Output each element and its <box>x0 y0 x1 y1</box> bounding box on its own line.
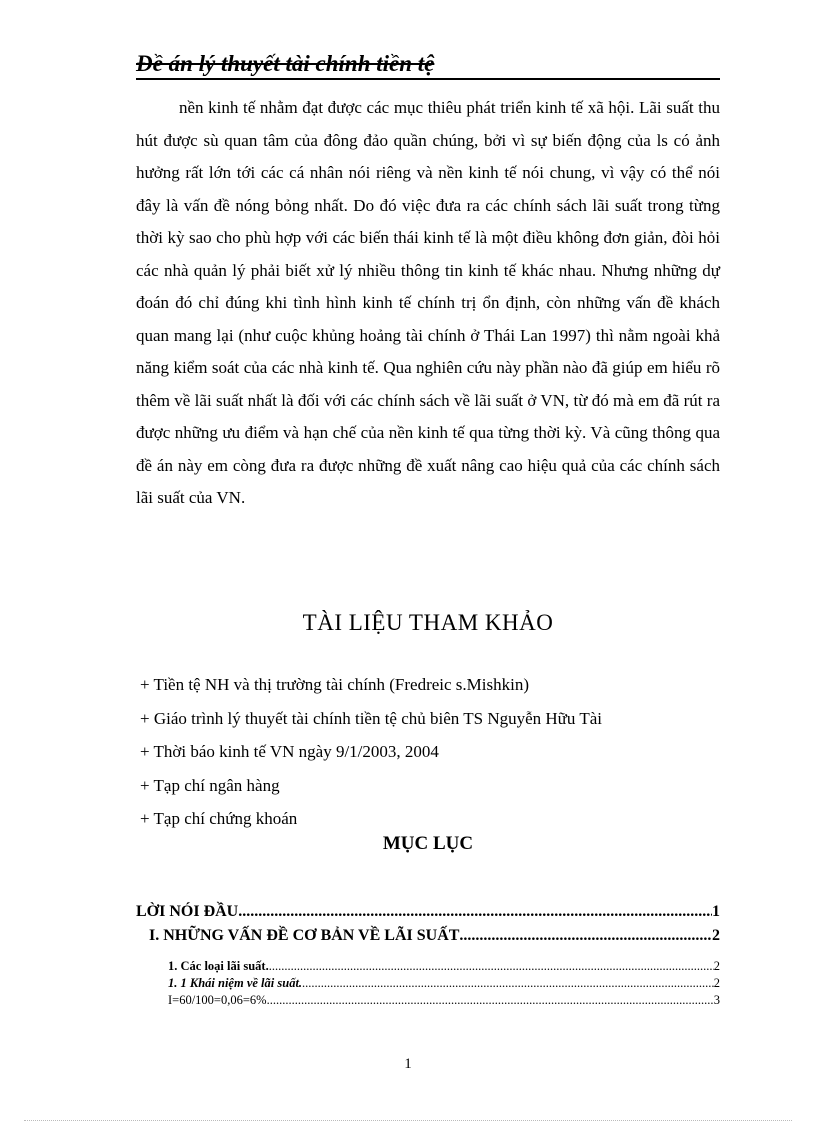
reference-item: + Thời báo kinh tế VN ngày 9/1/2003, 2004 <box>140 742 439 761</box>
toc-leader-dots <box>302 975 714 992</box>
toc-title: MỤC LỤC <box>382 833 474 854</box>
toc-leader-dots <box>238 900 712 924</box>
toc-entry[interactable] <box>136 975 720 992</box>
toc-entry-label: I=60/100=0,06=6% <box>168 993 267 1007</box>
toc-entry[interactable] <box>136 958 720 975</box>
toc-entry-page: 3 <box>713 993 720 1007</box>
toc-entry-label: I. NHỮNG VẤN ĐỀ CƠ BẢN VỀ LÃI SUẤT <box>149 927 460 944</box>
toc-entry[interactable] <box>136 992 720 1009</box>
toc-leader-dots <box>459 924 712 948</box>
page-bottom-divider <box>24 1120 792 1121</box>
reference-item: + Giáo trình lý thuyết tài chính tiền tệ chủ biên TS Nguyễn Hữu Tài <box>140 708 602 728</box>
toc-entry-label: LỜI NÓI ĐẦU <box>136 903 239 920</box>
toc-entry[interactable] <box>136 924 720 948</box>
toc-entry-page: 1 <box>712 903 720 920</box>
toc-entry-page: 2 <box>713 976 720 990</box>
references-title: TÀI LIỆU THAM KHẢO <box>302 610 554 635</box>
toc-entry-label: 1. Các loại lãi suất. <box>168 959 269 973</box>
page-header <box>136 50 720 80</box>
table-of-contents <box>136 900 720 1009</box>
toc-leader-dots <box>269 958 714 975</box>
toc-entry-page: 2 <box>713 959 720 973</box>
toc-entry-page: 2 <box>712 927 720 944</box>
toc-leader-dots <box>267 992 714 1009</box>
reference-item: + Tiền tệ NH và thị trường tài chính (Fredreic s.Mishkin) <box>140 675 529 694</box>
page-number: 1 <box>404 1056 412 1072</box>
header-title: Đề án lý thuyết tài chính tiền tệ <box>136 51 435 76</box>
toc-entry-label: 1. 1 Khái niệm về lãi suất. <box>168 976 303 990</box>
toc-entry[interactable] <box>136 900 720 924</box>
reference-item: + Tạp chí ngân hàng <box>140 775 280 795</box>
body-paragraph: nền kinh tế nhằm đạt được các mục thiêu phát triển kinh tế xã hội. Lãi suất thu hút được sù quan tâm của đông đảo quần chúng, bởi vì sự biến động của ls có ảnh hưởng rất lớn tới các cá nhân nói riêng và nền kinh tế nói chung, vì vậy có thể nói đây là vấn đề nóng bỏng nhất. Do đó việc đưa ra các chính sách lãi suất trong từng thời kỳ sao cho phù hợp với các biến thái kinh tế là một điều không đơn giản, đòi hỏi các nhà quản lý phải biết xử lý nhiều thông tin kinh tế khác nhau. Nhưng những dự đoán đó chỉ đúng khi tình hình kinh tế chính trị ổn định, còn những vấn đề khách quan mang lại (như cuộc khủng hoảng tài chính ở Thái Lan 1997) thì nằm ngoài khả năng kiểm soát của các nhà kinh tế. Qua nghiên cứu này phần nào đã giúp em hiểu rõ thêm về lãi suất nhất là đối với các chính sách về lãi suất ở VN, từ đó mà em đã rút ra được những ưu điểm và hạn chế của nền kinh tế qua từng thời kỳ. Và cũng thông qua đề án này em còng đưa ra được những đề xuất nâng cao hiệu quả của các chính sách lãi suất của VN. <box>136 98 720 507</box>
references-list <box>140 668 720 836</box>
reference-item: + Tạp chí chứng khoán <box>140 809 298 828</box>
